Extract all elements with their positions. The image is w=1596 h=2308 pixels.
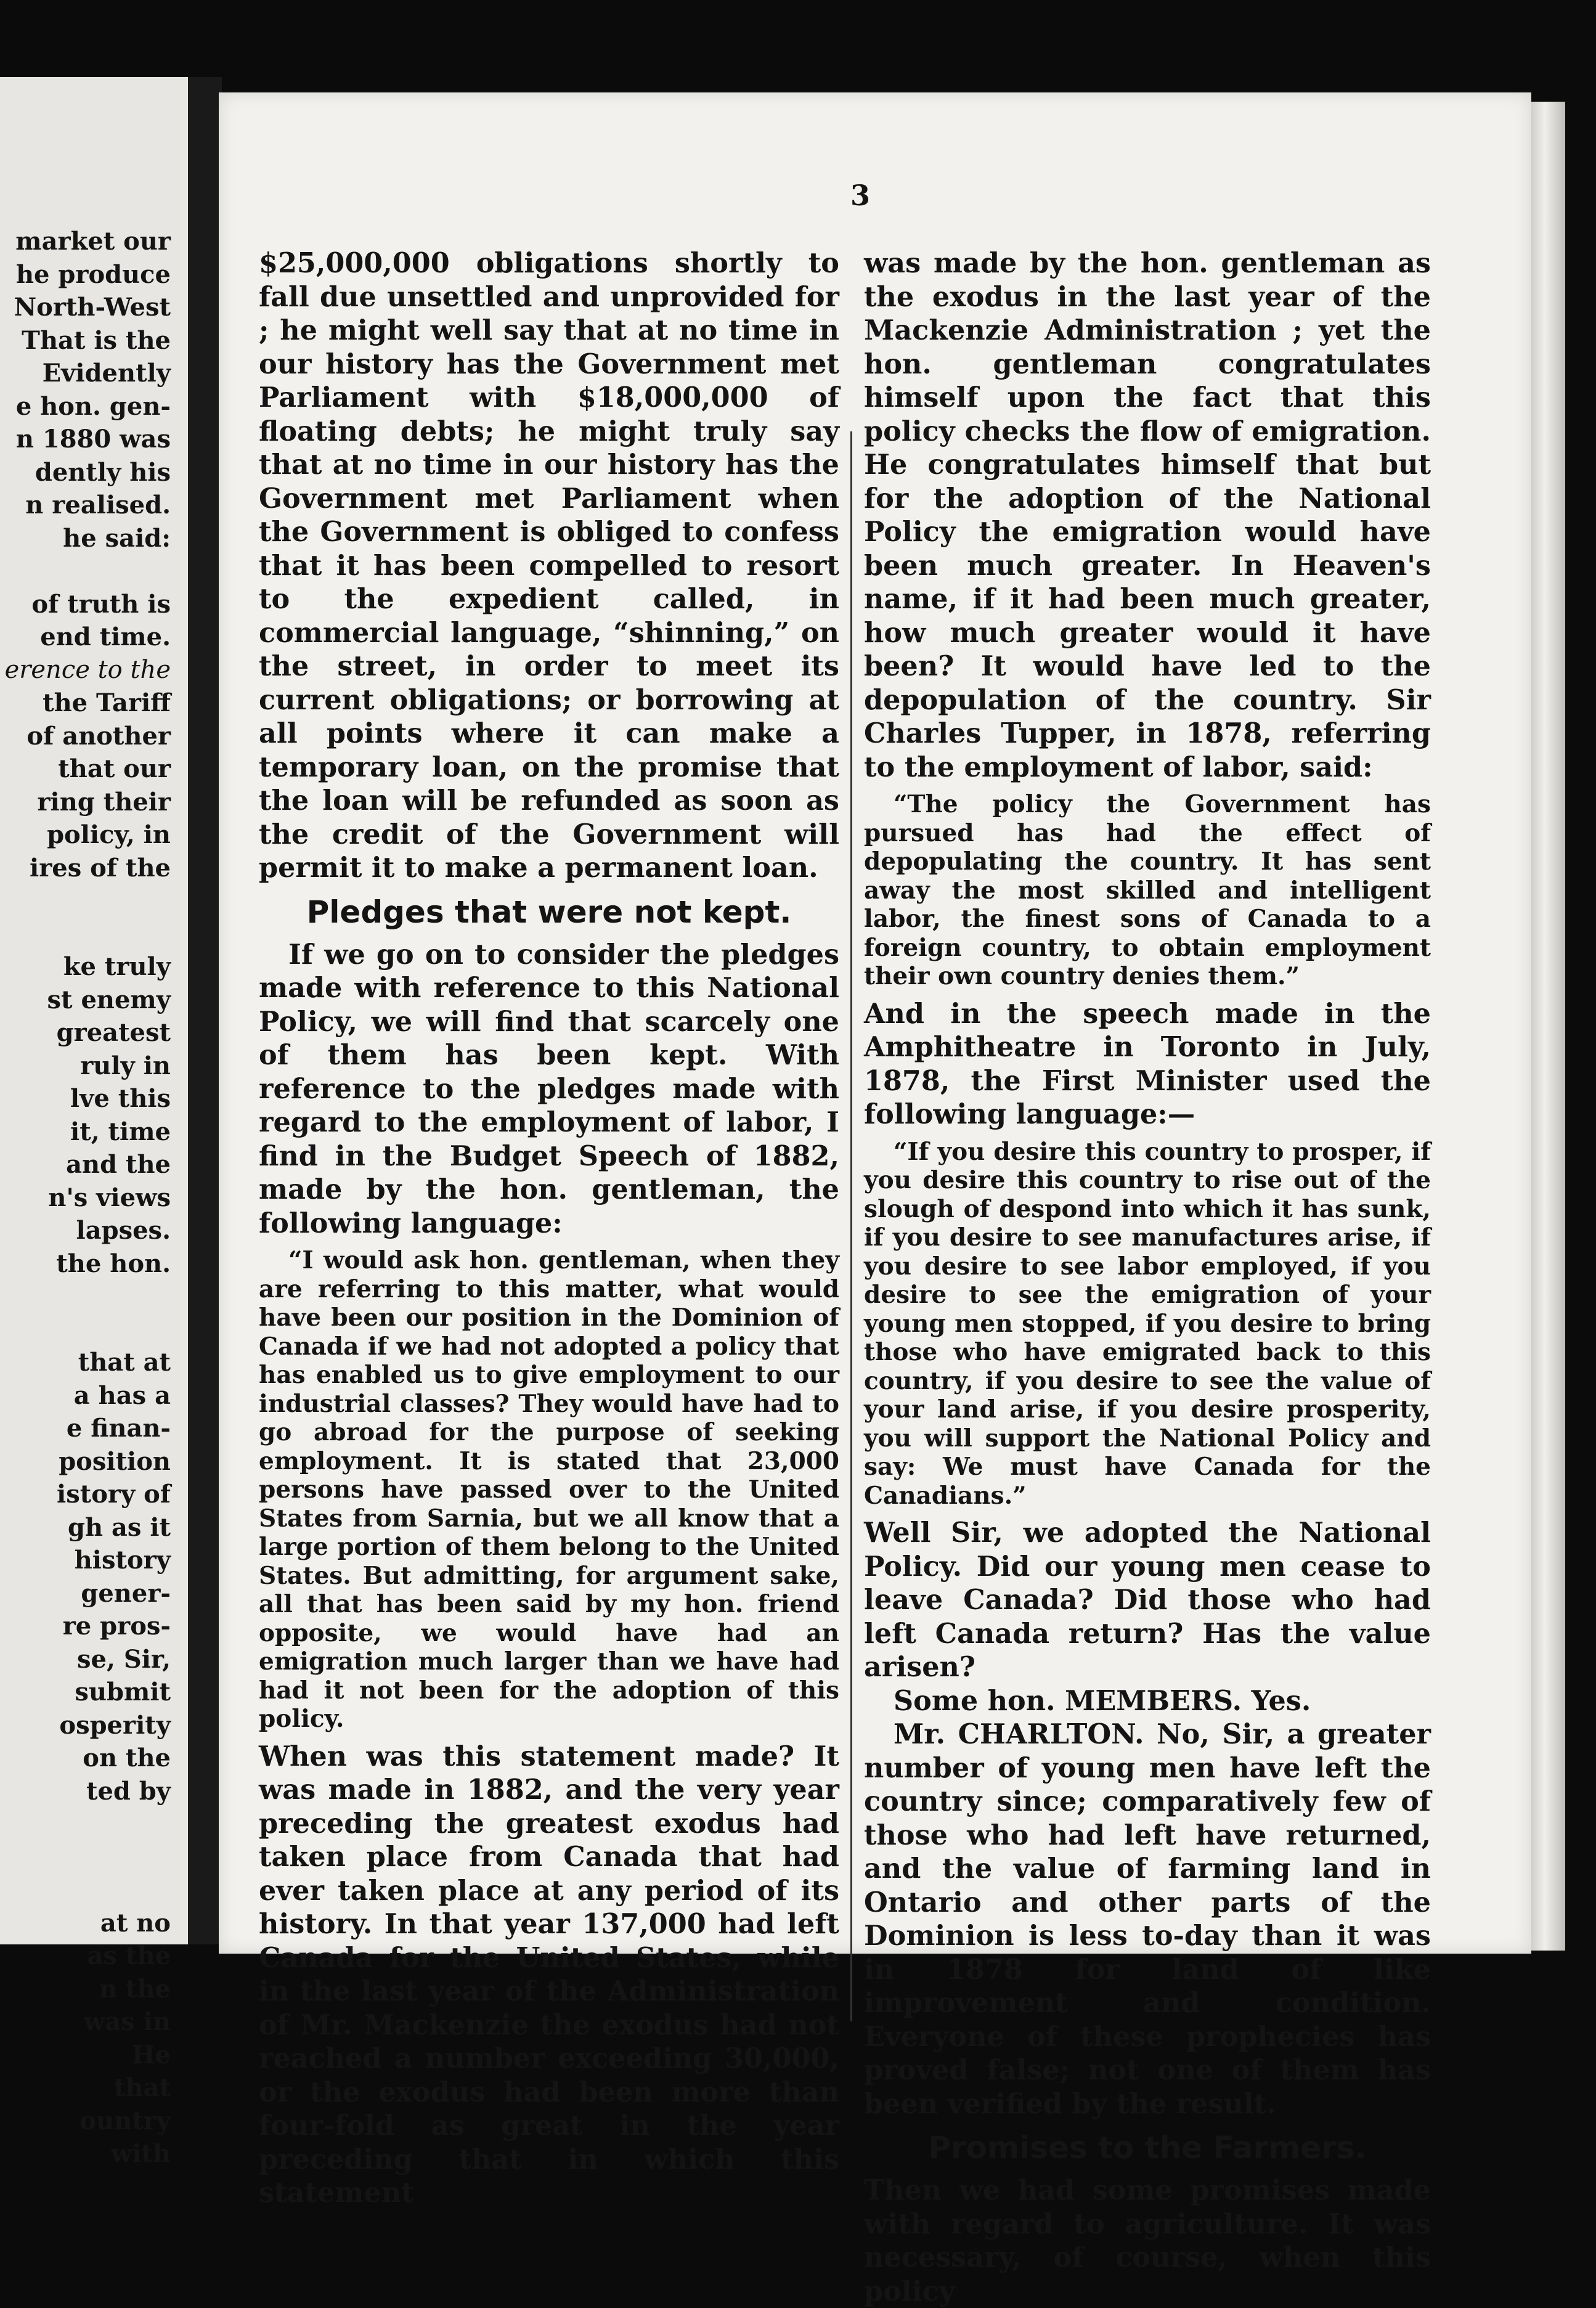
left-page-line: of truth is	[31, 589, 171, 619]
left-page-line: the Tariff	[43, 688, 171, 717]
left-page-line: istory of	[57, 1480, 171, 1509]
left-page-line: ruly in	[80, 1051, 171, 1080]
paragraph: Mr. CHARLTON. No, Sir, a greater number of young men have left the country since; comparatively few of those who had left have returned, and the value of farming land in Ontario and other parts of the Dominion is less to-day than it was in 1878 for land of like improvement and condition. Everyone of these prophecies has proved false; not one of them has been verified by the result.	[864, 1718, 1431, 2120]
left-page-line: e finan-	[66, 1414, 171, 1443]
left-page-line: n's views	[48, 1183, 171, 1212]
left-page-line	[0, 555, 171, 588]
left-page-line: policy, in	[47, 820, 171, 849]
paragraph: Then we had some promises made with regard to agriculture. It was necessary, of course, when this policy	[864, 2174, 1431, 2307]
left-facing-page	[0, 77, 188, 2168]
column-right	[864, 247, 1431, 2308]
left-page-line: position	[59, 1446, 171, 1476]
left-page-line: on the	[83, 1743, 171, 1772]
left-page-line: end time.	[40, 622, 171, 651]
paragraph: Well Sir, we adopted the National Policy. Did our young men cease to leave Canada? Did those who had left Canada return? Has the value arisen?	[864, 1517, 1431, 1683]
left-page-line: as the	[87, 1941, 171, 1970]
section-heading: Promises to the Farmers.	[928, 2130, 1367, 2166]
left-page-line: that at	[78, 1348, 171, 1377]
left-page-line	[0, 918, 171, 951]
left-page-line: that our	[58, 754, 171, 783]
left-page-line: of another	[26, 721, 171, 751]
left-page-line	[0, 1808, 171, 1841]
page-number: 3	[850, 179, 871, 212]
paragraph: $25,000,000 obligations shortly to fall due unsettled and unprovided for ; he might well say that at no time in our history has the Government met Parliament with $18,000,000 of floating debts; he might truly say that at no time in our history has the Government met Parliament when the Government is obliged to confess that it has been compelled to resort to the expedient called, in commercial language, “shinning,” on the street, in order to meet its current obligations; or borrowing at all points where it can make a temporary loan, on the promise that the loan will be refunded as soon as the credit of the Government will permit it to make a permanent loan.	[259, 247, 839, 884]
left-page-line: n the	[99, 1974, 171, 2004]
left-page-line: ring their	[37, 787, 171, 817]
left-page-line: ires of the	[30, 853, 171, 883]
left-page-line: lve this	[70, 1084, 171, 1113]
left-page-line: at no	[100, 1908, 171, 1938]
quotation: “I would ask hon. gentleman, when they are referring to this matter, what would have been our position in the Dominion of Canada if we had not adopted a policy that has enabled us to give employment to our industrial classes? They would have had to go abroad for the purpose of seeking employment. It is stated that 23,000 persons have passed over to the United States from Sarnia, but we all know that a large portion of them belong to the United States. But admitting, for argument sake, all that has been said by my hon. friend opposite, we would have had an emigration much larger than we have had had it not been for the adoption of this policy.	[259, 1246, 839, 1733]
left-page-line: with	[110, 2139, 171, 2168]
left-page-line: Evidently	[42, 359, 171, 388]
left-page-line: re pros-	[62, 1612, 171, 1641]
left-page-line: he produce	[15, 259, 171, 289]
left-page-line: lapses.	[76, 1216, 171, 1245]
left-page-line: and the	[66, 1150, 171, 1179]
left-page-line: North-West	[14, 293, 171, 322]
paragraph: And in the speech made in the Amphitheatre in Toronto in July, 1878, the First Minister used the following language:—	[864, 997, 1431, 1130]
left-page-line: ted by	[86, 1776, 171, 1806]
left-page-line: st enemy	[47, 985, 171, 1014]
left-page-line: n 1880 was	[15, 425, 171, 454]
left-page-line: gener-	[81, 1578, 171, 1608]
book-gutter	[188, 77, 222, 1944]
page-edge	[1531, 102, 1565, 1951]
left-page-line: He	[131, 2040, 171, 2069]
left-page-line: a has a	[73, 1380, 171, 1410]
left-page-line: market our	[15, 227, 171, 256]
paragraph: Some hon. MEMBERS. Yes.	[894, 1684, 1311, 1717]
left-page-line: n realised.	[25, 491, 171, 520]
left-page-line: gh as it	[67, 1512, 171, 1542]
left-page-line: it, time	[70, 1117, 171, 1146]
left-page-line: erence to the	[4, 655, 171, 684]
left-page-line: e hon. gen-	[15, 391, 171, 421]
left-page-line: ountry	[79, 2106, 171, 2135]
column-divider	[850, 431, 852, 2021]
left-page-line	[0, 1280, 171, 1313]
left-page-line: submit	[75, 1678, 171, 1707]
left-page-line: osperity	[59, 1710, 171, 1740]
left-page-line: se, Sir,	[77, 1644, 171, 1674]
left-page-line: history	[74, 1546, 171, 1575]
paragraph: If we go on to consider the pledges made with reference to this National Policy, we will find that scarcely one of them has been kept. With reference to the pledges made with regard to the employment of labor, I find in the Budget Speech of 1882, made by the hon. gentleman, the following language:	[259, 938, 839, 1239]
left-page-line	[0, 1841, 171, 1874]
left-page-line: he said:	[63, 523, 171, 553]
left-page-line	[0, 884, 171, 918]
left-page-line: dently his	[35, 457, 171, 487]
left-page-text-fragments	[0, 225, 188, 2171]
left-page-line: the hon.	[56, 1249, 171, 1278]
quotation: “The policy the Government has pursued has had the effect of depopulating the country. It has sent away the most skilled and intelligent labor, the finest sons of Canada to a foreign country, to obtain employment their own country denies them.”	[864, 790, 1431, 990]
left-page-line: that	[114, 2073, 171, 2102]
section-heading: Pledges that were not kept.	[306, 894, 792, 930]
left-page-line: ke truly	[63, 952, 171, 981]
left-page-line: That is the	[22, 325, 171, 355]
quotation: “If you desire this country to prosper, if you desire this country to rise out of the slough of despond into which it has sunk, if you desire to see manufactures arise, if you desire to see labor employed, if you desire to see the emigration of your young men stopped, if you desire to bring those who have emigrated back to this country, if you desire to see the value of your land arise, if you desire prosperity, you will support the National Policy and say: We must have Canada for the Canadians.”	[864, 1137, 1431, 1510]
left-page-line	[0, 1313, 171, 1347]
column-left	[259, 247, 839, 2210]
paragraph: When was this statement made? It was made in 1882, and the very year preceding the greatest exodus had taken place from Canada that had ever taken place at any period of its history. In that year 137,000 had left Canada for the United States, while in the last year of the Administration of Mr. Mackenzie the exodus had not reached a number exceeding 30,000, or the exodus had been more than four-fold as great in the year preceding that in which this statement	[259, 1740, 839, 2209]
left-page-line: was in	[83, 2007, 171, 2036]
paragraph: was made by the hon. gentleman as the exodus in the last year of the Mackenzie Administration ; yet the hon. gentleman congratulates himself upon the fact that this policy checks the flow of emigration. He congratulates himself that but for the adoption of the National Policy the emigration would have been much greater. In Heaven's name, if it had been much greater, how much greater would it have been? It would have led to the depopulation of the country. Sir Charles Tupper, in 1878, referring to the employment of labor, said:	[864, 247, 1431, 783]
left-page-line: greatest	[56, 1018, 171, 1047]
left-page-line	[0, 1874, 171, 1907]
